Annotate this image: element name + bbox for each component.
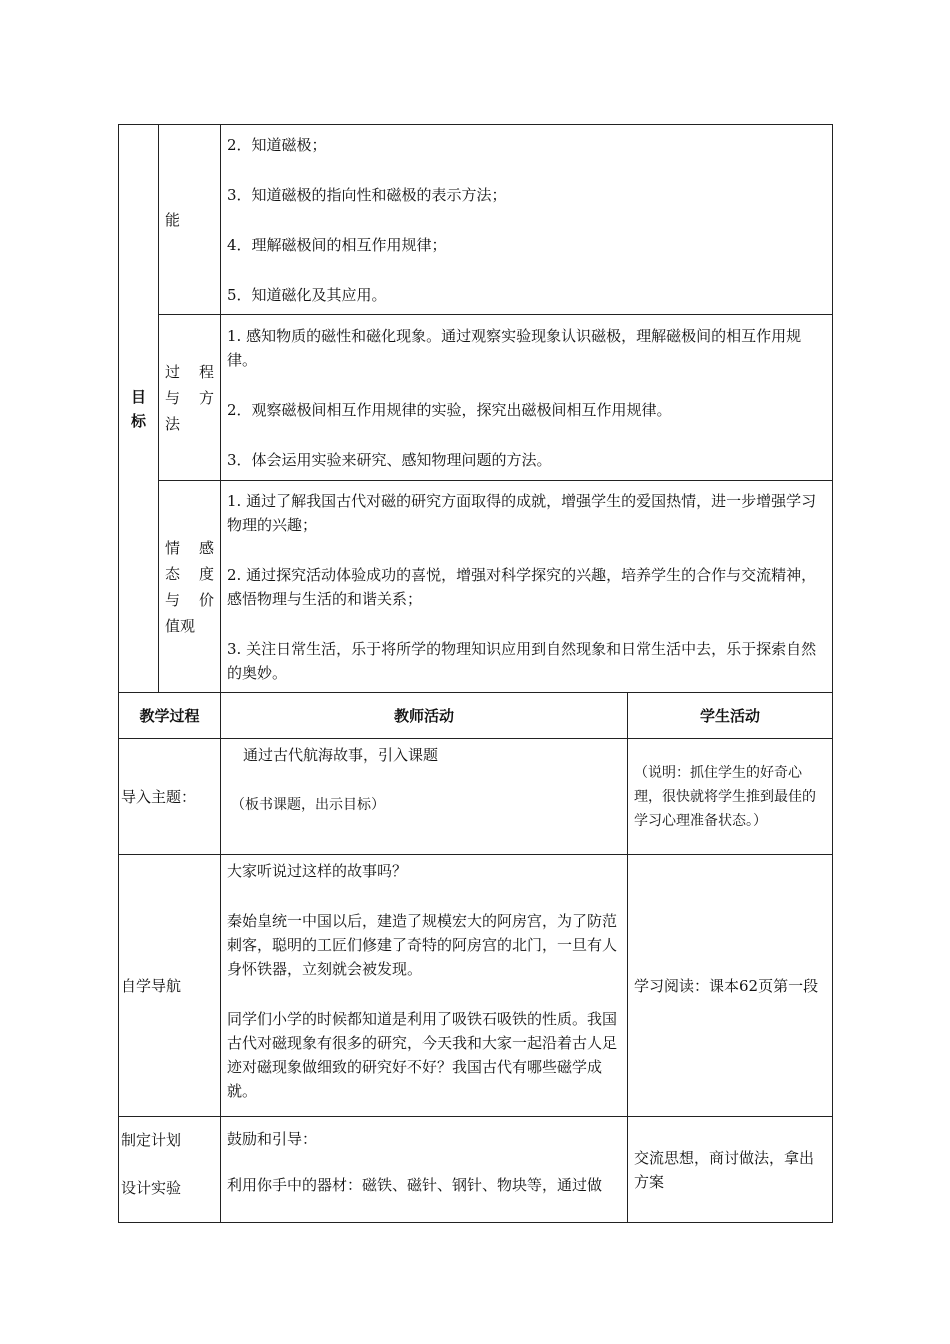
emotion-content [221,481,833,693]
goals-label-1: 目 [130,387,146,406]
plan-teacher [221,1117,628,1223]
plan-stage-line: 设计实验 [121,1179,182,1197]
knowledge-content [221,125,833,315]
emotion-item: 1. 通过了解我国古代对磁的研究方面取得的成就，增强学生的爱国热情，进一步增强学习物理的兴趣； [227,491,817,534]
plan-stage-line: 制定计划 [121,1131,182,1149]
emotion-item: 2. 通过探究活动体验成功的喜悦，增强对科学探究的兴趣，培养学生的合作与交流精神，感悟物理与生活的和谐关系； [227,565,817,608]
process-item: 2．观察磁极间相互作用规律的实验，探究出磁极间相互作用规律。 [227,400,672,419]
process-label-cell [159,315,221,481]
process-label-line: 过 程 [165,362,214,381]
emotion-item: 3. 关注日常生活，乐于将所学的物理知识应用到自然现象和日常生活中去，乐于探索自然的奥妙。 [227,639,817,682]
knowledge-item: 3．知道磁极的指向性和磁极的表示方法； [227,185,507,204]
header-process: 教学过程 [119,693,221,739]
emotion-label-line: 态 度 [165,564,214,583]
knowledge-label: 能 [165,211,181,229]
intro-stage: 导入主题： [119,739,221,855]
intro-student: （说明：抓住学生的好奇心理，很快就将学生推到最佳的学习心理准备状态。） [628,739,833,855]
self-study-teacher-line: 同学们小学的时候都知道是利用了吸铁石吸铁的性质。我国古代对磁现象有很多的研究，今天我和大家一起沿着古人足迹对磁现象做细致的研究好不好？我国古代有哪些磁学成就。 [227,1010,618,1100]
self-study-stage: 自学导航 [119,855,221,1117]
lesson-plan-table [118,124,833,1223]
knowledge-label-cell [159,125,221,315]
plan-teacher-line: 鼓励和引导： [227,1130,318,1148]
self-study-teacher [221,855,628,1117]
goals-label-2: 标 [130,411,146,430]
self-study-teacher-line: 大家听说过这样的故事吗？ [227,862,408,880]
plan-teacher-line: 利用你手中的器材：磁铁、磁针、钢针、物块等，通过做 [227,1176,603,1194]
process-item: 3．体会运用实验来研究、感知物理问题的方法。 [227,450,552,469]
intro-teacher-line: 通过古代航海故事，引入课题 [243,746,439,764]
header-student: 学生活动 [628,693,833,739]
knowledge-item: 5．知道磁化及其应用。 [227,285,387,304]
intro-teacher-line: （板书课题，出示目标） [231,797,385,813]
knowledge-item: 2．知道磁极； [227,135,327,154]
emotion-label-line: 与 价 [165,590,214,609]
emotion-label-line: 情 感 [165,538,214,557]
emotion-label-cell [159,481,221,693]
self-study-student: 学习阅读：课本62页第一段 [628,855,833,1117]
header-teacher: 教师活动 [221,693,628,739]
process-label-line: 法 [165,414,181,433]
process-label-line: 与 方 [165,388,214,407]
process-item: 1. 感知物质的磁性和磁化现象。通过观察实验现象认识磁极，理解磁极间的相互作用规律。 [227,326,802,369]
goals-label [119,125,159,693]
intro-teacher [221,739,628,855]
self-study-teacher-line: 秦始皇统一中国以后，建造了规模宏大的阿房宫，为了防范刺客，聪明的工匠们修建了奇特的阿房宫的北门，一旦有人身怀铁器，立刻就会被发现。 [227,912,618,978]
process-content [221,315,833,481]
plan-student: 交流思想，商讨做法，拿出方案 [628,1117,833,1223]
plan-stage [119,1117,221,1223]
emotion-label-line: 值观 [165,616,196,635]
knowledge-item: 4．理解磁极间的相互作用规律； [227,235,447,254]
